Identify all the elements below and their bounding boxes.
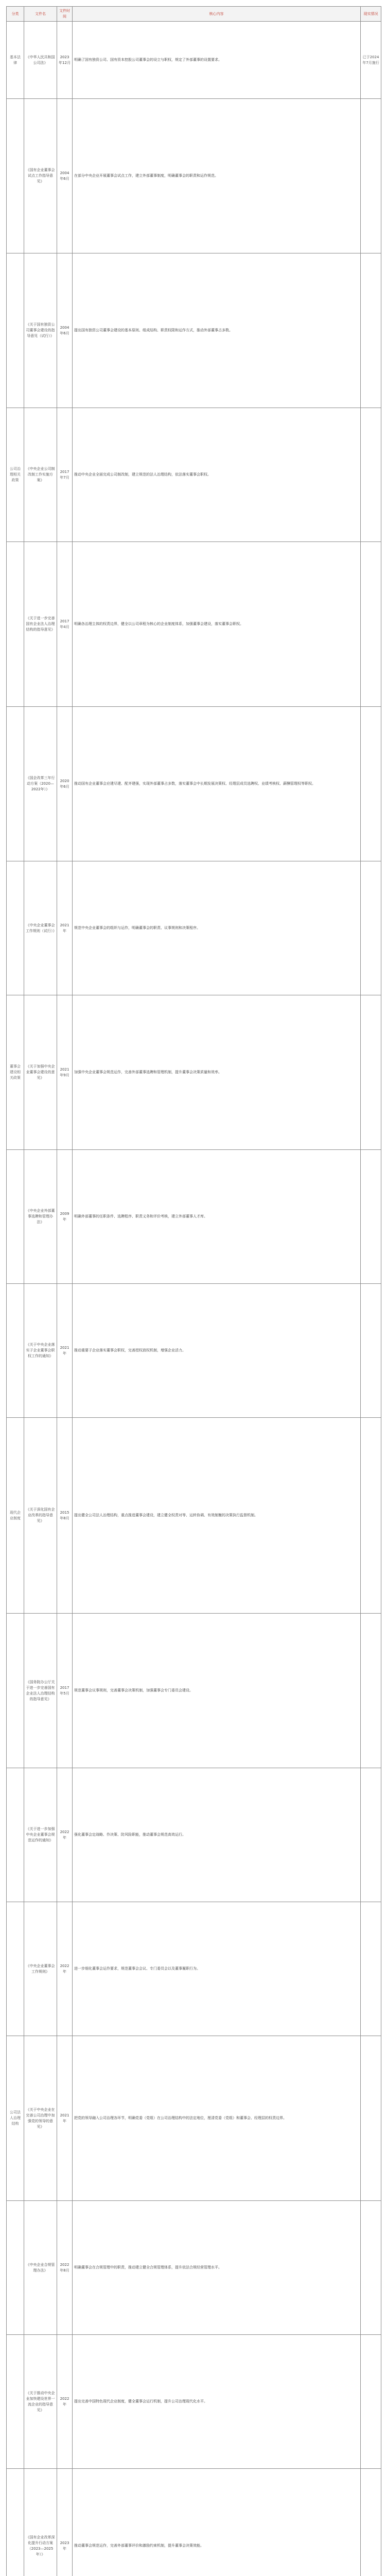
document-page xyxy=(6,6,381,2576)
cell-category: 公司治理相关政策 xyxy=(7,408,24,542)
cell-document: 《中央企业合规管理办法》 xyxy=(24,2201,57,2335)
cell-core-content: 规范中央企业董事会的组织与运作，明确董事会的职责、议事规则和决策程序。 xyxy=(73,861,361,995)
table-row xyxy=(7,542,381,707)
cell-time: 2015年8月 xyxy=(57,1418,73,1614)
cell-core-content: 推动国有企业董事会应建尽建、配齐建强，实现外部董事占多数，落实董事会中长期发展决策权、经理层成员选聘权、业绩考核权、薪酬管理权等职权。 xyxy=(73,707,361,861)
cell-status xyxy=(361,2469,381,2576)
table-row xyxy=(7,995,381,1150)
cell-document: 《关于进一步加强中央企业董事会规范运作的通知》 xyxy=(24,1768,57,1902)
cell-document: 《中华人民共和国公司法》 xyxy=(24,22,57,99)
cell-time: 2020年6月 xyxy=(57,707,73,861)
cell-category: 基本法律 xyxy=(7,22,24,99)
cell-document: 《中央企业公司制改制工作实施方案》 xyxy=(24,408,57,542)
cell-status xyxy=(361,2201,381,2335)
cell-time: 2021年 xyxy=(57,1284,73,1418)
cell-category: 公司法人治理结构 xyxy=(7,2036,24,2201)
cell-category xyxy=(7,1150,24,1284)
cell-core-content: 明确董事会在合规管理中的职责，推动建立健全合规管理体系，提升依法合规经营管理水平。 xyxy=(73,2201,361,2335)
cell-time: 2023年 xyxy=(57,2469,73,2576)
cell-category xyxy=(7,1614,24,1768)
table-row xyxy=(7,707,381,861)
cell-time: 2022年 xyxy=(57,1902,73,2036)
cell-status xyxy=(361,1902,381,2036)
cell-core-content: 明确外部董事的任职条件、选聘程序、职责义务和评价考核，建立外部董事人才库。 xyxy=(73,1150,361,1284)
cell-core-content: 明确了国有独资公司、国有资本控股公司董事会的设立与职权，规定了外部董事的设置要求。 xyxy=(73,22,361,99)
cell-document: 《关于深化国有企业改革的指导意见》 xyxy=(24,1418,57,1614)
table-row xyxy=(7,1150,381,1284)
cell-category xyxy=(7,861,24,995)
cell-core-content: 进一步细化董事会运作要求，规范董事会会议、专门委员会以及董事履职行为。 xyxy=(73,1902,361,2036)
table-row xyxy=(7,408,381,542)
cell-status xyxy=(361,2036,381,2201)
cell-time: 2004年6月 xyxy=(57,99,73,253)
cell-status xyxy=(361,1418,381,1614)
cell-core-content: 提出国有独资公司董事会建设的基本原则、组成结构、职责权限和运作方式，推动外部董事占多数。 xyxy=(73,253,361,408)
cell-core-content: 强化董事会定战略、作决策、防风险职能，推动董事会规范高效运行。 xyxy=(73,1768,361,1902)
cell-status xyxy=(361,861,381,995)
cell-category: 董事会建设相关政策 xyxy=(7,995,24,1150)
cell-document: 《关于国有独资公司董事会建设的指导意见（试行）》 xyxy=(24,253,57,408)
cell-core-content: 在部分中央企业开展董事会试点工作，建立外部董事制度，明确董事会的职责和运作规范。 xyxy=(73,99,361,253)
cell-category xyxy=(7,1902,24,2036)
cell-core-content: 推动董事会规范运作，完善外部董事评价和激励约束机制，提升董事会决策效能。 xyxy=(73,2469,361,2576)
cell-category xyxy=(7,1768,24,1902)
table-row xyxy=(7,861,381,995)
cell-time: 2022年 xyxy=(57,1768,73,1902)
cell-status xyxy=(361,99,381,253)
cell-status xyxy=(361,1284,381,1418)
table-row xyxy=(7,2335,381,2469)
cell-time: 2021年 xyxy=(57,861,73,995)
cell-document: 《中央企业外部董事选聘和管理办法》 xyxy=(24,1150,57,1284)
cell-category xyxy=(7,2469,24,2576)
table-row xyxy=(7,253,381,408)
cell-document: 《关于进一步完善国有企业法人治理结构的指导意见》 xyxy=(24,542,57,707)
cell-core-content: 推动中央企业全面完成公司制改制，建立规范的法人治理结构，依法落实董事会职权。 xyxy=(73,408,361,542)
cell-core-content: 规范董事会议事规则，完善董事会决策机制，加强董事会专门委员会建设。 xyxy=(73,1614,361,1768)
cell-category xyxy=(7,2201,24,2335)
cell-status xyxy=(361,408,381,542)
header-status: 现实情况 xyxy=(361,7,381,22)
cell-time: 2021年 xyxy=(57,2036,73,2201)
cell-status xyxy=(361,253,381,408)
cell-time: 2009年 xyxy=(57,1150,73,1284)
header-core-content: 核心内容 xyxy=(73,7,361,22)
table-row xyxy=(7,22,381,99)
cell-document: 《关于中央企业落实子企业董事会职权工作的通知》 xyxy=(24,1284,57,1418)
cell-time: 2021年9月 xyxy=(57,995,73,1150)
cell-category xyxy=(7,99,24,253)
cell-status: 已于2024年7月施行 xyxy=(361,22,381,99)
cell-time: 2004年6月 xyxy=(57,253,73,408)
cell-time: 2023年12月 xyxy=(57,22,73,99)
table-row xyxy=(7,1418,381,1614)
cell-document: 《国有企业董事会试点工作指导意见》 xyxy=(24,99,57,253)
table-row xyxy=(7,1284,381,1418)
table-row xyxy=(7,99,381,253)
cell-status xyxy=(361,542,381,707)
header-document: 文件名 xyxy=(24,7,57,22)
table-row xyxy=(7,2201,381,2335)
cell-category xyxy=(7,1284,24,1418)
cell-category: 现代企业制度 xyxy=(7,1418,24,1614)
policy-table xyxy=(6,6,381,2576)
cell-category xyxy=(7,2335,24,2469)
cell-document: 《中央企业董事会工作规则（试行）》 xyxy=(24,861,57,995)
cell-core-content: 把党的领导融入公司治理各环节，明确党委（党组）在公司治理结构中的法定地位，厘清党委（党组）和董事会、经理层的权责边界。 xyxy=(73,2036,361,2201)
cell-core-content: 提出健全公司法人治理结构，重点推进董事会建设，建立健全权责对等、运转协调、有效制衡的决策执行监督机制。 xyxy=(73,1418,361,1614)
cell-category xyxy=(7,707,24,861)
table-row xyxy=(7,2036,381,2201)
cell-document: 《国企改革三年行动方案（2020—2022年）》 xyxy=(24,707,57,861)
cell-document: 《国务院办公厅关于进一步完善国有企业法人治理结构的指导意见》 xyxy=(24,1614,57,1768)
cell-time: 2017年5月 xyxy=(57,1614,73,1768)
cell-status xyxy=(361,2335,381,2469)
cell-status xyxy=(361,1768,381,1902)
table-row xyxy=(7,2469,381,2576)
cell-time: 2017年7月 xyxy=(57,408,73,542)
table-body xyxy=(7,22,381,2576)
cell-core-content: 加强中央企业董事会规范运作，完善外部董事选聘和管理机制，提升董事会决策质量和效率。 xyxy=(73,995,361,1150)
table-row xyxy=(7,1902,381,2036)
cell-status xyxy=(361,1614,381,1768)
cell-time: 2022年8月 xyxy=(57,2201,73,2335)
header-time: 文件时间 xyxy=(57,7,73,22)
cell-core-content: 提出完善中国特色现代企业制度，健全董事会运行机制，提升公司治理现代化水平。 xyxy=(73,2335,361,2469)
cell-core-content: 推动重要子企业落实董事会职权，完善授权放权机制，增强企业活力。 xyxy=(73,1284,361,1418)
cell-category xyxy=(7,253,24,408)
table-row xyxy=(7,1768,381,1902)
cell-status xyxy=(361,995,381,1150)
table-row xyxy=(7,1614,381,1768)
cell-document: 《关于加强中央企业董事会建设的意见》 xyxy=(24,995,57,1150)
cell-time: 2017年4月 xyxy=(57,542,73,707)
cell-category xyxy=(7,542,24,707)
cell-document: 《关于推动中央企业加快建设世界一流企业的指导意见》 xyxy=(24,2335,57,2469)
cell-status xyxy=(361,707,381,861)
cell-status xyxy=(361,1150,381,1284)
cell-time: 2022年 xyxy=(57,2335,73,2469)
cell-core-content: 明确各治理主体的权责边界，健全以公司章程为核心的企业制度体系，加强董事会建设，落实董事会职权。 xyxy=(73,542,361,707)
cell-document: 《中央企业董事会工作规则》 xyxy=(24,1902,57,2036)
cell-document: 《关于中央企业在完善公司治理中加强党的领导的意见》 xyxy=(24,2036,57,2201)
header-category: 分类 xyxy=(7,7,24,22)
table-header-row xyxy=(7,7,381,22)
cell-document: 《国有企业改革深化提升行动方案（2023—2025年）》 xyxy=(24,2469,57,2576)
